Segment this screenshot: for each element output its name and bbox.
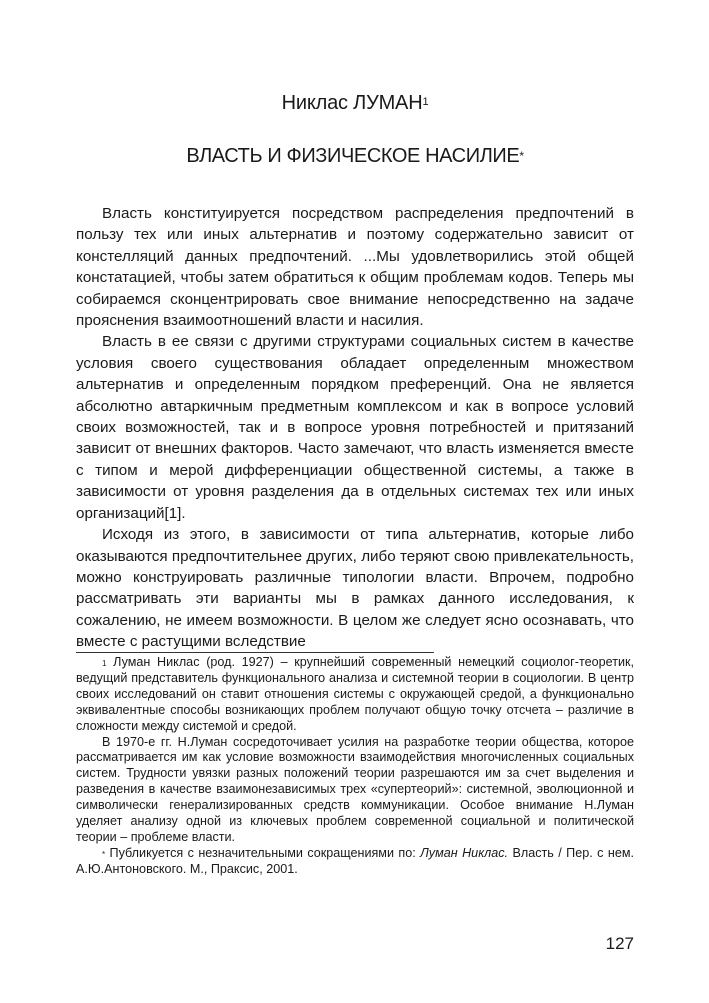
footnote-2-source: Луман Никлас. [420,845,509,860]
article-title [76,144,634,168]
footnote-1-paragraph-1 [76,655,634,735]
footnotes [76,655,634,878]
body-paragraph-3: Исходя из этого, в зависимости от типа альтернатив, которые либо оказываются предпочтительнее других, либо теряют свою привлекательность, можно конструировать различные типологии власти. Впрочем, подробно рассматривать эти варианты мы в рамках данного исследования, к сожалению, не имеем возможности. В целом же следует ясно осознавать, что вместе с растущими вследствие [76,526,634,651]
article-title-text: ВЛАСТЬ И ФИЗИЧЕСКОЕ НАСИЛИЕ [186,145,520,167]
body-paragraph-2: Власть в ее связи с другими структурами социальных систем в качестве условия своего существования обладает определенным множеством альтернатив и определенным порядком преференций. Она не является абсолютно автаркичным предметным комплексом и как в вопросе условий своих возможностей, так и в вопросе уровня потребностей и притязаний зависит от внешних факторов. Часто замечают, что власть изменяется вместе с типом и мерой дифференциации общественной системы, а также в зависимости от уровня разделения да в отдельных системах тех или иных организаций[1]. [76,333,634,522]
body-paragraph-1: Власть конституируется посредством распределения предпочтений в пользу тех или иных альтернатив и поэтому содержательно зависит от констелляций данных предпочтений. ...Мы удовлетворились этой общей констатацией, чтобы затем обратиться к общим проблемам кодов. Теперь мы собираемся сконцентрировать свое внимание непосредственно на задаче прояснения взаимоотношений власти и насилия. [76,205,634,330]
footnote-2 [76,846,634,878]
footnote-2-mark: * [102,849,106,859]
footnote-1-mark: 1 [102,659,107,668]
author-heading [76,91,634,115]
footnote-2-prefix: Публикуется с незначительными сокращениями по: [109,845,421,860]
author-footnote-mark: 1 [422,96,429,108]
title-footnote-mark: * [519,149,524,163]
footnote-2-suffix: Власть / Пер. с нем. А.Ю.Антоновского. М., Праксис, 2001. [76,845,634,876]
article-body [76,203,634,653]
footnote-1-paragraph-2: В 1970-е гг. Н.Луман сосредоточивает усилия на разработке теории общества, которое рассматривается им как условие возможности взаимодействия многочисленных социальных систем. Трудности увязки разных положений теории разрешаются им за счет выделения и разведения в качестве взаимонезависимых трех «супертеорий»: системной, эволюционной и символически генерализированных средств коммуникации. Особое внимание Н.Луман уделяет анализу одной из ключевых проблем современной социальной и политической теории – проблеме власти. [76,734,634,844]
page-number: 127 [605,934,634,953]
footnote-divider [76,652,434,653]
footnote-1-text-1: Луман Никлас (род. 1927) – крупнейший современный немецкий социолог-теоретик, ведущий представитель функционального анализа и системной теории в социологии. В центр своих исследований он ставит отношения системы с окружающей средой, а функционально эквивалентные способы возникающих проблем получают общую точку отсчета – различие в сложности между системой и средой. [76,655,635,733]
author-name: Никлас ЛУМАН [281,92,423,114]
